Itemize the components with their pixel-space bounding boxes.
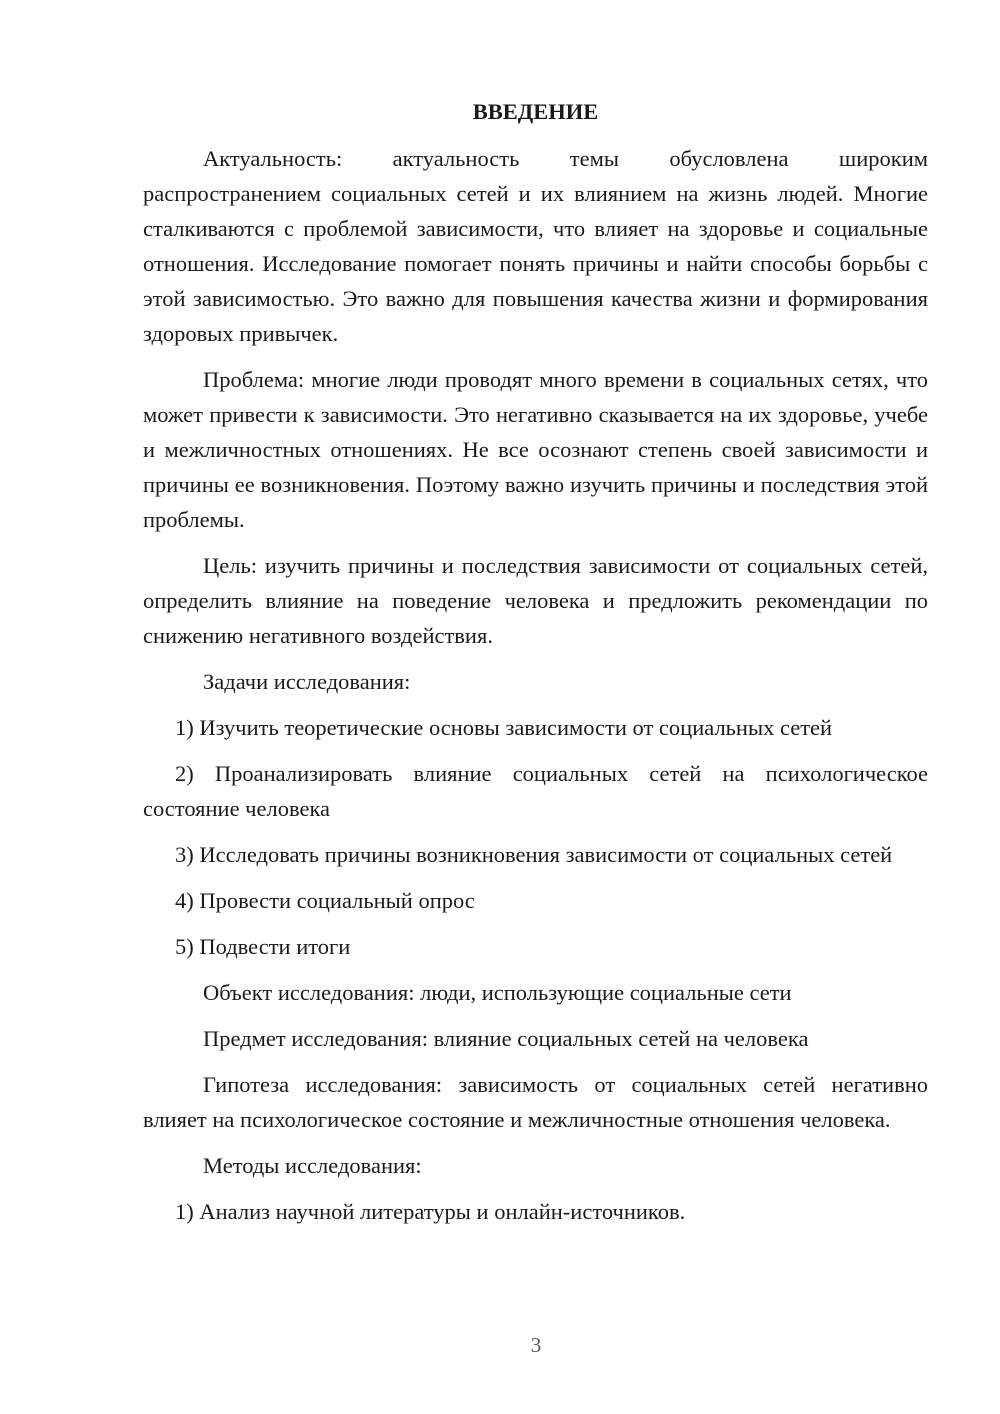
page-number: 3	[530, 1333, 542, 1357]
task-item-2: 2) Проанализировать влияние социальных сетей на психологическое состояние человека	[143, 761, 928, 821]
task-item-3: 3) Исследовать причины возникновения зависимости от социальных сетей	[175, 842, 893, 867]
task-item-1: 1) Изучить теоретические основы зависимости от социальных сетей	[175, 715, 833, 740]
methods-heading: Методы исследования:	[203, 1153, 422, 1178]
research-subject: Предмет исследования: влияние социальных сетей на человека	[203, 1026, 809, 1051]
research-object: Объект исследования: люди, использующие социальные сети	[203, 980, 792, 1005]
tasks-heading: Задачи исследования:	[203, 669, 411, 694]
task-item-4: 4) Провести социальный опрос	[175, 888, 475, 913]
task-item-5: 5) Подвести итоги	[175, 934, 351, 959]
method-item-1: 1) Анализ научной литературы и онлайн-источников.	[175, 1199, 686, 1224]
document-page	[143, 94, 928, 1240]
relevance-paragraph: Актуальность: актуальность темы обусловлена широким распространением социальных сетей и их влиянием на жизнь людей. Многие сталкиваются с проблемой зависимости, что влияет на здоровье и социальные отношения. Исследование помогает понять причины и найти способы борьбы с этой зависимостью. Это важно для повышения качества жизни и формирования здоровых привычек.	[143, 146, 928, 346]
goal-paragraph: Цель: изучить причины и последствия зависимости от социальных сетей, определить влияние на поведение человека и предложить рекомендации по снижению негативного воздействия.	[143, 553, 928, 648]
research-hypothesis: Гипотеза исследования: зависимость от социальных сетей негативно влияет на психологическое состояние и межличностные отношения человека.	[143, 1072, 928, 1132]
problem-paragraph: Проблема: многие люди проводят много времени в социальных сетях, что может привести к зависимости. Это негативно сказывается на их здоровье, учебе и межличностных отношениях. Не все осознают степень своей зависимости и причины ее возникновения. Поэтому важно изучить причины и последствия этой проблемы.	[143, 367, 928, 532]
section-title: ВВЕДЕНИЕ	[472, 99, 599, 124]
